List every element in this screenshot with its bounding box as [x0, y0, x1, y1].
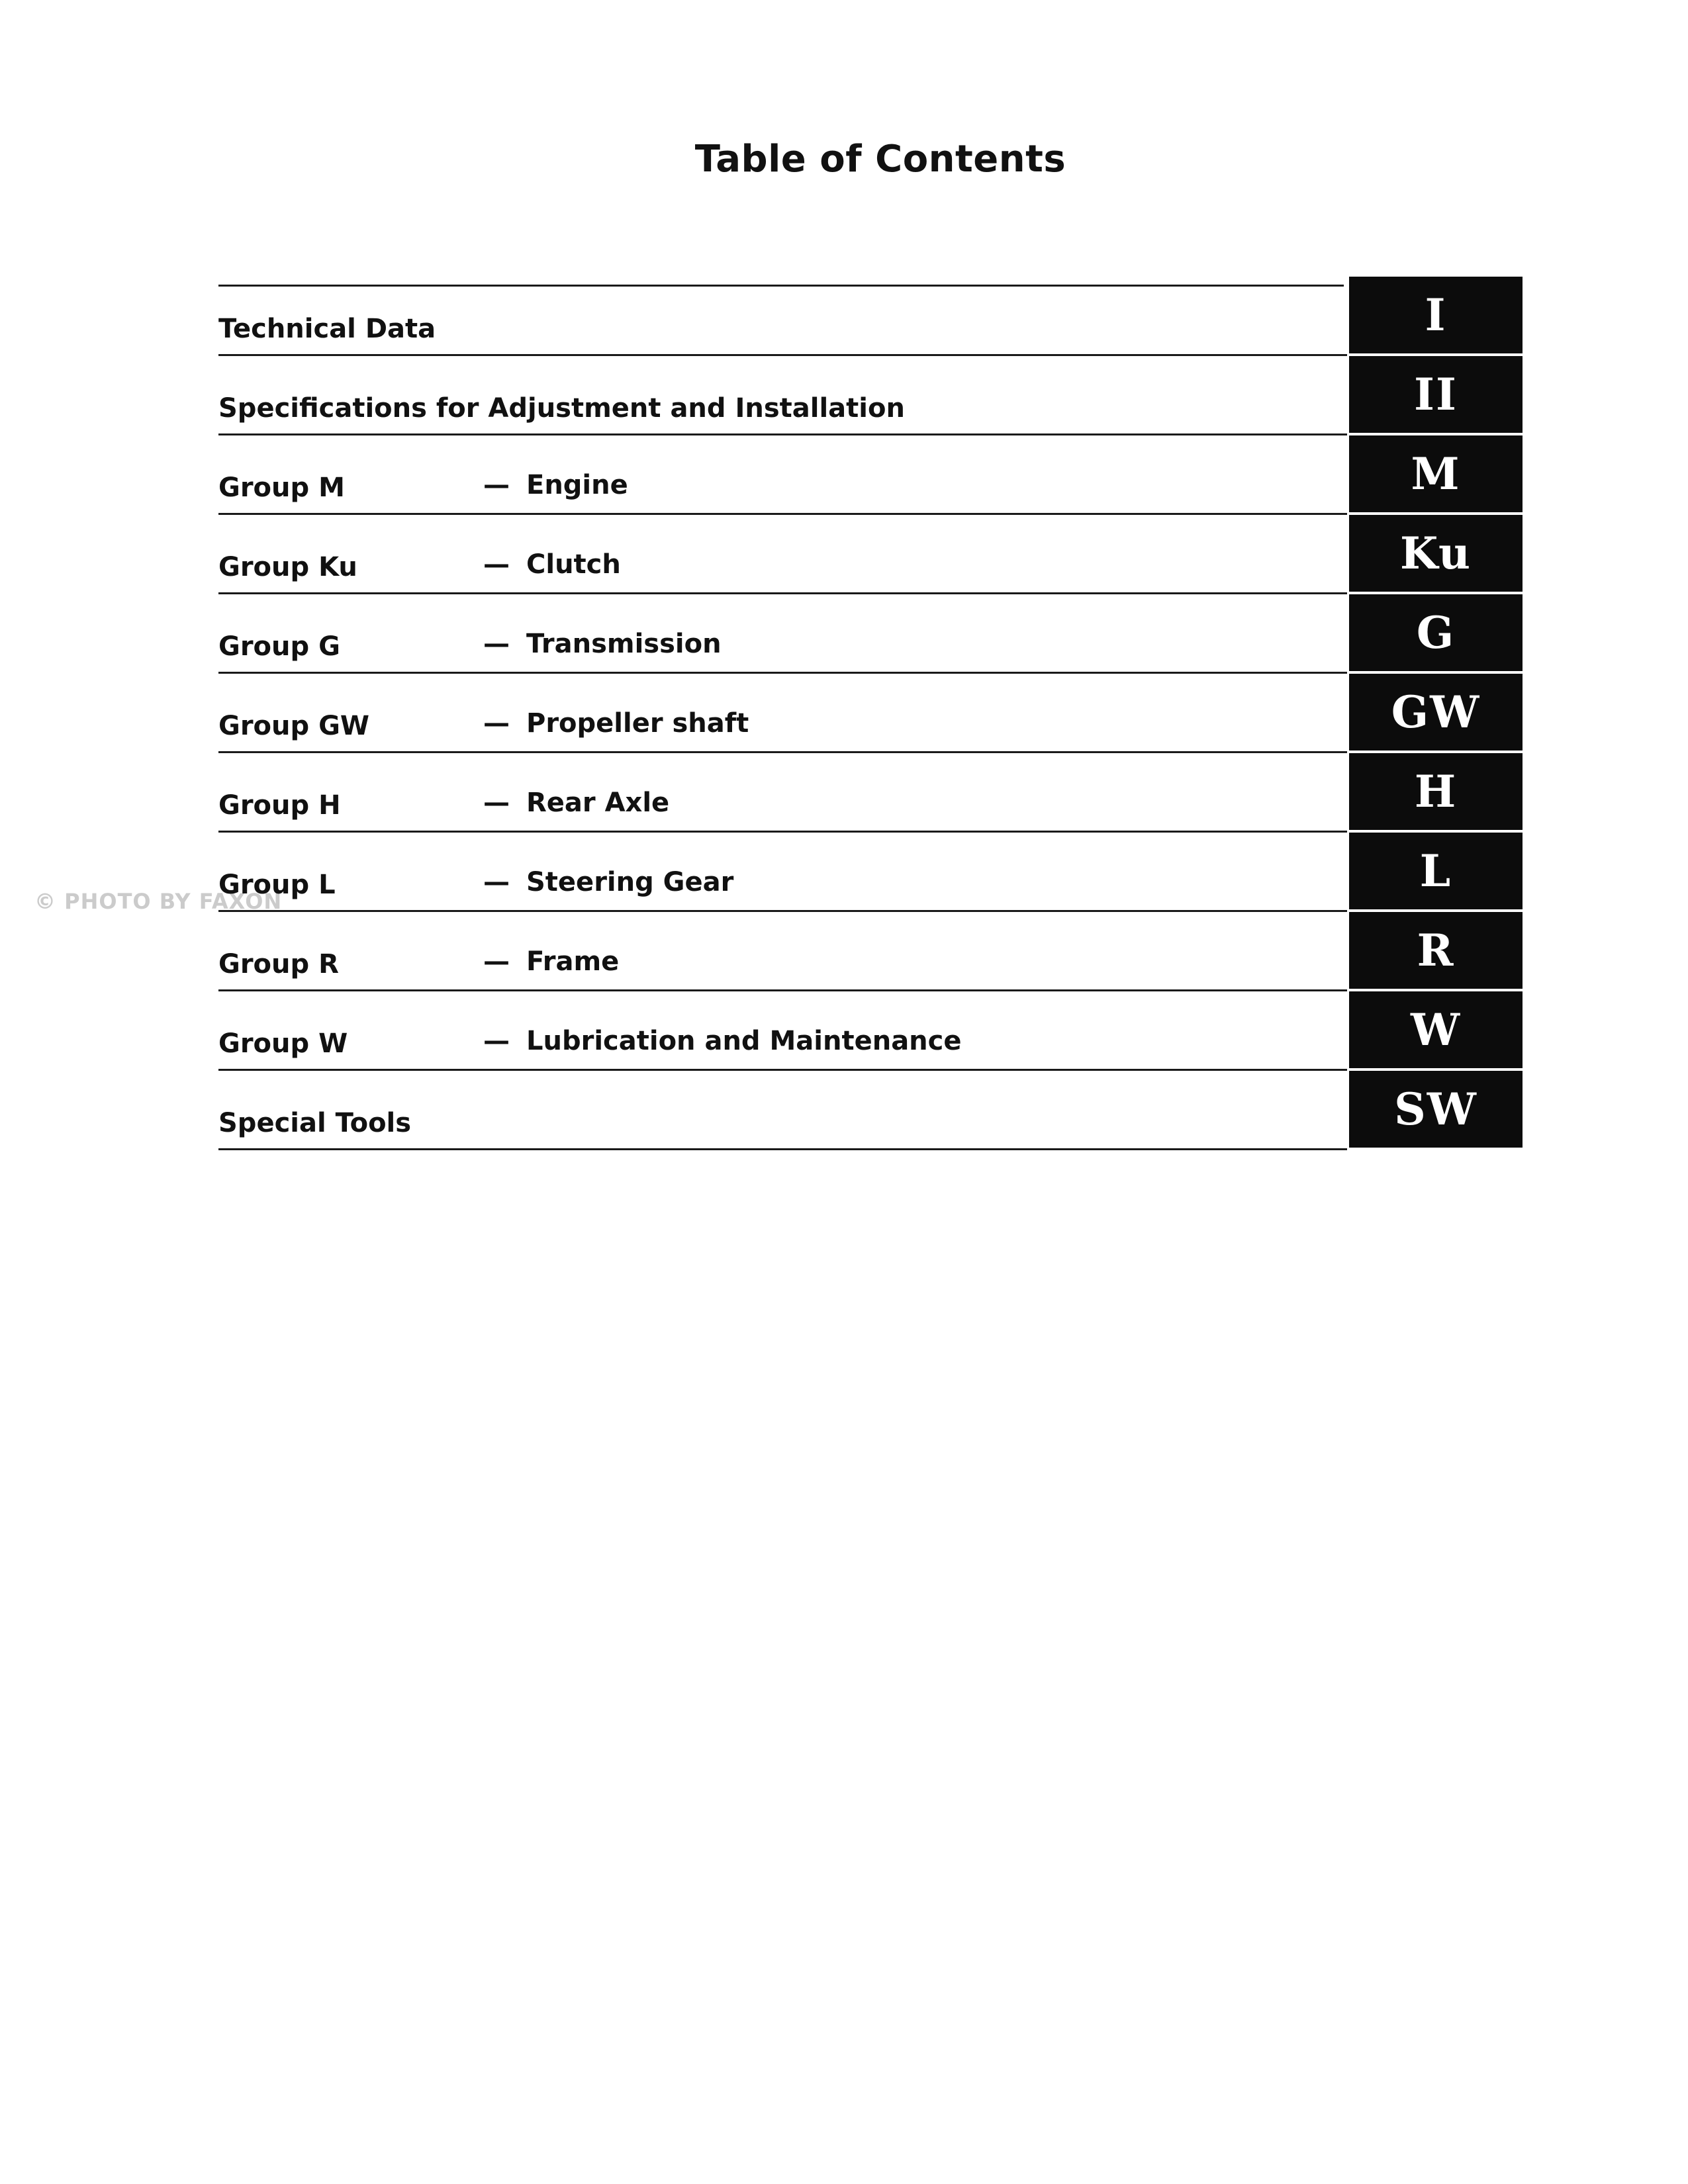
entry-dash: — [483, 1026, 510, 1056]
entry-subtitle: Transmission [526, 629, 722, 659]
entry-label: Group GW [218, 711, 370, 741]
section-tab-sw[interactable]: SW [1349, 1071, 1523, 1150]
table-of-contents [218, 277, 1523, 1150]
toc-entry-specifications[interactable] [218, 356, 1523, 435]
entry-dash: — [483, 867, 510, 897]
entry-subtitle: Lubrication and Maintenance [526, 1026, 962, 1056]
entry-label: Group H [218, 790, 341, 821]
section-tab-ku[interactable]: Ku [1349, 515, 1523, 594]
entry-label: Group M [218, 473, 345, 503]
entry-label: Specifications for Adjustment and Installation [218, 393, 905, 424]
toc-entry-technical-data[interactable] [218, 277, 1523, 356]
entry-label: Group Ku [218, 552, 357, 582]
toc-entry-group-l[interactable] [218, 833, 1523, 912]
section-tab-m[interactable]: M [1349, 435, 1523, 515]
entry-subtitle: Clutch [526, 549, 621, 580]
page-title: Table of Contents [694, 138, 1066, 181]
entry-label: Group L [218, 870, 336, 900]
row-divider [218, 1148, 1347, 1150]
toc-entry-group-m[interactable] [218, 435, 1523, 515]
toc-entry-group-gw[interactable] [218, 674, 1523, 753]
section-tab-ii[interactable]: II [1349, 356, 1523, 435]
section-tab-h[interactable]: H [1349, 753, 1523, 833]
entry-subtitle: Propeller shaft [526, 708, 749, 739]
toc-entry-group-w[interactable] [218, 991, 1523, 1071]
entry-dash: — [483, 946, 510, 977]
entry-dash: — [483, 629, 510, 659]
watermark: © PHOTO BY FAXON [34, 889, 283, 914]
entry-label: Group R [218, 949, 339, 979]
entry-dash: — [483, 788, 510, 818]
toc-entry-group-g[interactable] [218, 594, 1523, 674]
section-tab-l[interactable]: L [1349, 833, 1523, 912]
section-tab-i[interactable]: I [1349, 277, 1523, 356]
toc-entry-group-ku[interactable] [218, 515, 1523, 594]
toc-entry-special-tools[interactable] [218, 1071, 1523, 1150]
section-tab-w[interactable]: W [1349, 991, 1523, 1071]
entry-dash: — [483, 470, 510, 500]
section-tab-gw[interactable]: GW [1349, 674, 1523, 753]
entry-subtitle: Frame [526, 946, 620, 977]
entry-label: Group G [218, 631, 340, 662]
entry-dash: — [483, 549, 510, 580]
entry-label: Technical Data [218, 314, 436, 344]
toc-entry-group-r[interactable] [218, 912, 1523, 991]
entry-subtitle: Rear Axle [526, 788, 670, 818]
toc-entry-group-h[interactable] [218, 753, 1523, 833]
entry-label: Special Tools [218, 1108, 412, 1138]
entry-dash: — [483, 708, 510, 739]
section-tab-r[interactable]: R [1349, 912, 1523, 991]
entry-subtitle: Engine [526, 470, 628, 500]
section-tab-g[interactable]: G [1349, 594, 1523, 674]
entry-label: Group W [218, 1028, 348, 1059]
entry-subtitle: Steering Gear [526, 867, 734, 897]
